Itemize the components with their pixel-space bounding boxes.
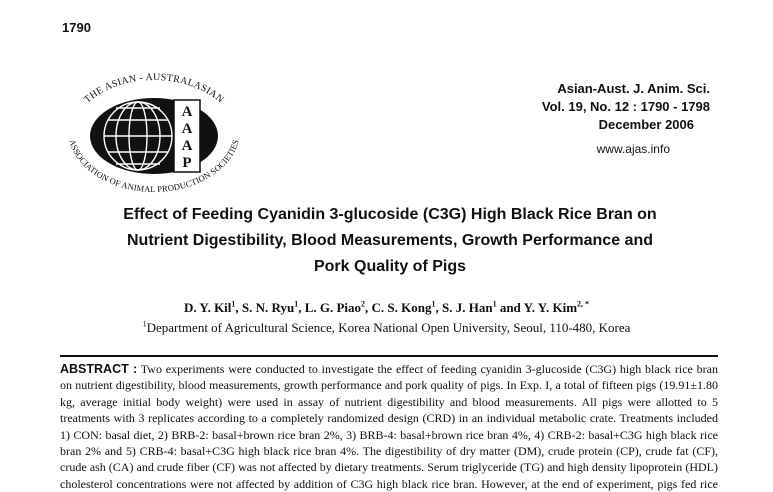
author-affiliation-mark: 1	[231, 299, 236, 309]
author-name: S. N. Ryu	[241, 300, 295, 315]
author-separator: ,	[235, 300, 242, 315]
abstract-line: cholesterol concentrations were not affected by addition of C3G high black rice bran. However, at the end of experiment, pigs fed rice	[60, 476, 718, 491]
affiliation-text: Department of Agricultural Science, Korea National Open University, Seoul, 110-480, Korea	[146, 320, 631, 335]
abstract-line: treatments with 3 replicates according to a completely randomized design (CRD) in an individual metabolic crate. Treatments included	[60, 411, 718, 426]
abstract-line: 1) CON: basal diet, 2) BRB-2: basal+brown rice bran 2%, 3) BRB-4: basal+brown rice bran 4%, 4) CRB-2: basal+C3G high black rice	[60, 427, 718, 442]
abstract	[60, 361, 718, 492]
author-name: C. S. Kong	[371, 300, 432, 315]
author-affiliation-mark: 2, *	[577, 299, 590, 309]
journal-volume: Vol. 19, No. 12 : 1790 - 1798	[541, 99, 710, 114]
author-separator: and	[496, 300, 524, 315]
author-name: S. J. Han	[442, 300, 493, 315]
author-name: D. Y. Kil	[183, 300, 232, 315]
author-list	[0, 300, 773, 316]
logo-bottom-text: ASSOCIATION OF ANIMAL PRODUCTION SOCIETIES	[67, 138, 241, 195]
title-line: Pork Quality of Pigs	[313, 258, 467, 275]
abstract-line: crude ash (CA) and crude fiber (CF) was not affected by dietary treatments. Serum triglyceride (TG) and high density lipoprotein (HDL)	[60, 460, 718, 475]
author-affiliation-mark: 2	[361, 299, 366, 309]
abstract-line	[60, 361, 718, 377]
author-affiliation-mark: 1	[431, 299, 436, 309]
affiliation-mark: 1	[142, 319, 147, 329]
abstract-line: bran 2% and 5) CRB-4: basal+C3G high black rice bran 4%. The digestibility of dry matter (DM), crude protein (CP), crude fat (CF),	[60, 444, 718, 459]
journal-date: December 2006	[598, 117, 694, 132]
author-name: Y. Y. Kim	[523, 300, 578, 315]
title-line: Nutrient Digestibility, Blood Measurements, Growth Performance and	[126, 232, 653, 249]
page-number: 1790	[62, 20, 91, 35]
abstract-line: kg, average initial body weight) were used in assay of nutrient digestibility and blood measurements. All pigs were allotted to 5	[60, 394, 718, 409]
author-separator: ,	[298, 300, 305, 315]
title-line: Effect of Feeding Cyanidin 3-glucoside (C3G) High Black Rice Bran on	[123, 206, 657, 223]
abstract-text: Two experiments were conducted to investigate the effect of feeding cyanidin 3-glucoside (C3G) high black rice bran	[137, 362, 718, 376]
abstract-line: on nutrient digestibility, blood measurements, growth performance and pork quality of pigs. In Exp. I, a total of fifteen pigs (19.91±1.80	[60, 378, 718, 393]
author-affiliation-mark: 1	[492, 299, 497, 309]
journal-citation	[542, 80, 710, 134]
logo-letter: A	[181, 104, 193, 120]
affiliation	[0, 320, 773, 336]
author-separator: ,	[365, 300, 372, 315]
article-title	[80, 202, 700, 280]
logo-letter: A	[181, 138, 193, 154]
aaap-logo	[58, 70, 248, 200]
journal-name: Asian-Aust. J. Anim. Sci.	[557, 81, 710, 96]
author-separator: ,	[435, 300, 442, 315]
author-affiliation-mark: 1	[294, 299, 299, 309]
section-divider	[60, 355, 718, 357]
journal-website[interactable]: www.ajas.info	[596, 142, 670, 156]
logo-letter: A	[181, 121, 193, 137]
abstract-label: ABSTRACT :	[60, 362, 138, 376]
author-name: L. G. Piao	[304, 300, 362, 315]
logo-letter: P	[182, 155, 192, 171]
logo-top-text: THE ASIAN - AUSTRALASIAN	[82, 71, 226, 106]
